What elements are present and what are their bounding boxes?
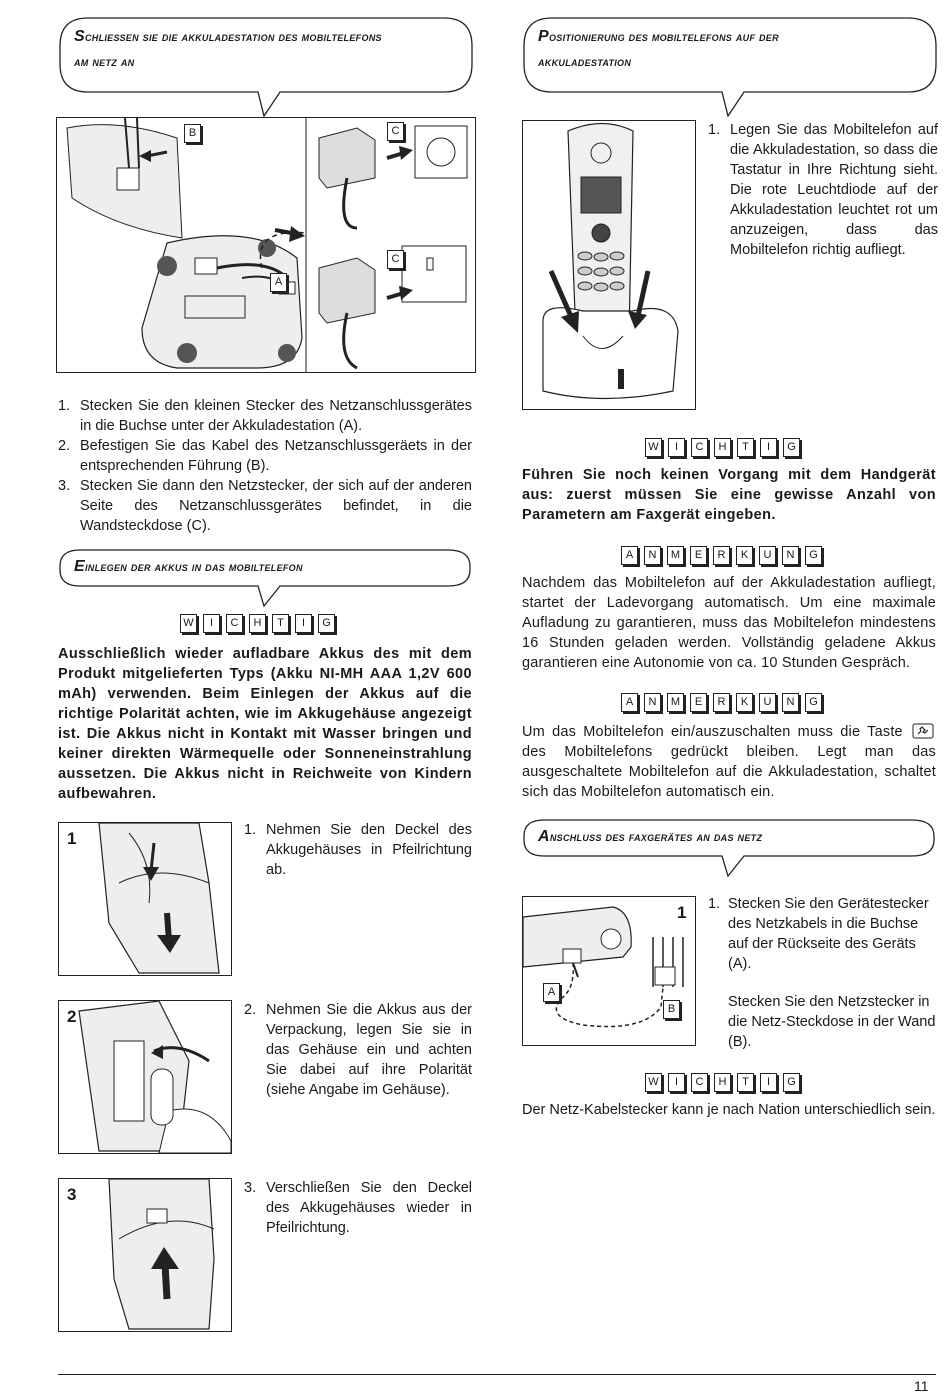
section-title: Anschluss des faxgerätes an das netz <box>538 828 763 845</box>
list-item: 1. Legen Sie das Mobiltelefon auf die Akkuladestation, so dass die Tastatur in Ihre Richtung sieht. Die rote Leuchtdiode auf der Akkuladestation leuchtet rot um anzuzeigen, dass das Mobiltelefon richtig aufliegt. <box>708 122 938 258</box>
instruction-list-position <box>708 120 938 260</box>
battery-insert-illustration <box>59 1001 231 1153</box>
instruction-step-3 <box>244 1178 472 1238</box>
list-item: 2. Befestigen Sie das Kabel des Netzanschlussgeräets in der entsprechenden Führung (B). <box>58 438 472 474</box>
section-heading-netz <box>58 16 474 106</box>
section-title: Positionierung des mobiltelefons auf der akkuladestation <box>538 28 779 69</box>
figure-number: 1 <box>67 829 77 848</box>
figure-label-c: C <box>387 122 404 141</box>
section-title: Schließen sie die akkuladestation des mobiltelefons am netz an <box>74 28 382 69</box>
footer-rule <box>58 1374 936 1375</box>
figure-number: 2 <box>67 1007 77 1026</box>
anmerkung-label: A N M E R K U N G <box>621 693 822 712</box>
figure-label-b: B <box>663 1000 680 1019</box>
warning-text-akkus: Ausschließlich wieder aufladbare Akkus des mit dem Produkt mitgelieferten Typs (Akku NI-MH AAA 1,2V 600 mAh) verwenden. Beim Einlegen der Akkus auf die richtige Polarität achten, wie im Akkugehäuse angezeigt ist. Die Akkus nicht in Kontakt mit Wasser bringen und keiner direkten Wärmequelle oder Sonneneinstrahlung aussetzen. Die Akkus nicht in Reichweite von Kindern aufbewahren. <box>58 646 472 802</box>
figure-label-a: A <box>270 273 287 292</box>
anmerkung-label: A N M E R K U N G <box>621 546 822 565</box>
note-text-part: des Mobiltelefons gedrückt bleiben. Legt man das ausgeschaltete Mobiltelefon auf die Akkuladestation, schaltet sich das Mobiltelefon automatisch ein. <box>522 744 936 800</box>
step-text: Stecken Sie den Netzstecker in die Netz-Steckdose in der Wand (B). <box>728 994 936 1050</box>
section-heading-position <box>522 16 938 106</box>
figure-step-3 <box>58 1178 232 1332</box>
figure-number: 3 <box>67 1185 77 1204</box>
figure-label-a: A <box>543 983 560 1002</box>
page-number: 11 <box>914 1378 929 1394</box>
instruction-list-fax <box>708 894 938 1052</box>
section-heading-fax <box>522 818 936 878</box>
battery-close-illustration <box>59 1179 231 1331</box>
list-item: 3. Verschließen Sie den Deckel des Akkugehäuses wieder in Pfeilrichtung. <box>244 1180 472 1236</box>
figure-label-c: C <box>387 250 404 269</box>
figure-fax-connection <box>522 896 696 1046</box>
figure-step-1 <box>58 822 232 976</box>
section-heading-akkus <box>58 548 472 608</box>
phone-on-charger-illustration <box>523 121 695 409</box>
wichtig-label: W I C H T I G <box>180 614 335 633</box>
figure-step-2 <box>58 1000 232 1154</box>
note-text-charging: Nachdem das Mobiltelefon auf der Akkuladestation aufliegt, startet der Ladevorgang automatisch. Um eine maximale Aufladung zu garantieren, muss das Mobiltelefon mindestens 16 Stunden geladen werden. Vollständig geladene Akkus garantieren eine Autonomie von ca. 10 Stunden Gespräch. <box>522 575 936 671</box>
wichtig-label: W I C H T I G <box>645 1073 800 1092</box>
section-title: Einlegen der akkus in das mobiltelefon <box>74 558 303 575</box>
wichtig-label: W I C H T I G <box>645 438 800 457</box>
warning-text-position: Führen Sie noch keinen Vorgang mit dem Handgerät aus: zuerst müssen Sie eine gewisse Anzahl von Parametern am Faxgerät eingeben. <box>522 467 936 523</box>
figure-number: 1 <box>677 903 687 922</box>
note-text-fax: Der Netz-Kabelstecker kann je nach Nation unterschiedlich sein. <box>522 1102 936 1118</box>
figure-power-adapter <box>56 117 476 373</box>
instruction-step-1 <box>244 820 472 880</box>
instruction-list-netz <box>58 396 472 536</box>
step-text: Stecken Sie den Gerätestecker des Netzkabels in die Buchse auf der Rückseite des Geräts (A). <box>728 896 929 972</box>
power-adapter-illustration <box>57 118 475 372</box>
figure-phone-on-base <box>522 120 696 410</box>
phone-key-icon <box>912 723 934 739</box>
list-item: 1. Nehmen Sie den Deckel des Akkugehäuses in Pfeilrichtung ab. <box>244 822 472 878</box>
figure-label-b: B <box>184 124 201 143</box>
list-item: 2. Nehmen Sie die Akkus aus der Verpackung, legen Sie sie in das Gehäuse ein und achten Sie dabei auf ihre Polarität (siehe Angabe im Gehäuse). <box>244 1002 472 1098</box>
step-number: 1. <box>708 896 721 912</box>
battery-cover-illustration <box>59 823 231 975</box>
list-item: 1. Stecken Sie den kleinen Stecker des Netzanschlussgerätes in die Buchse unter der Akkuladestation (A). <box>58 398 472 434</box>
note-text-power-key <box>522 722 936 802</box>
note-text-part: Um das Mobiltelefon ein/auszuschalten muss die Taste <box>522 724 903 740</box>
instruction-step-2 <box>244 1000 472 1100</box>
fax-power-illustration <box>523 897 695 1045</box>
list-item: 3. Stecken Sie dann den Netzstecker, der sich auf der anderen Seite des Netzanschlussgerätes befindet, in die Wandsteckdose (C). <box>58 478 472 534</box>
